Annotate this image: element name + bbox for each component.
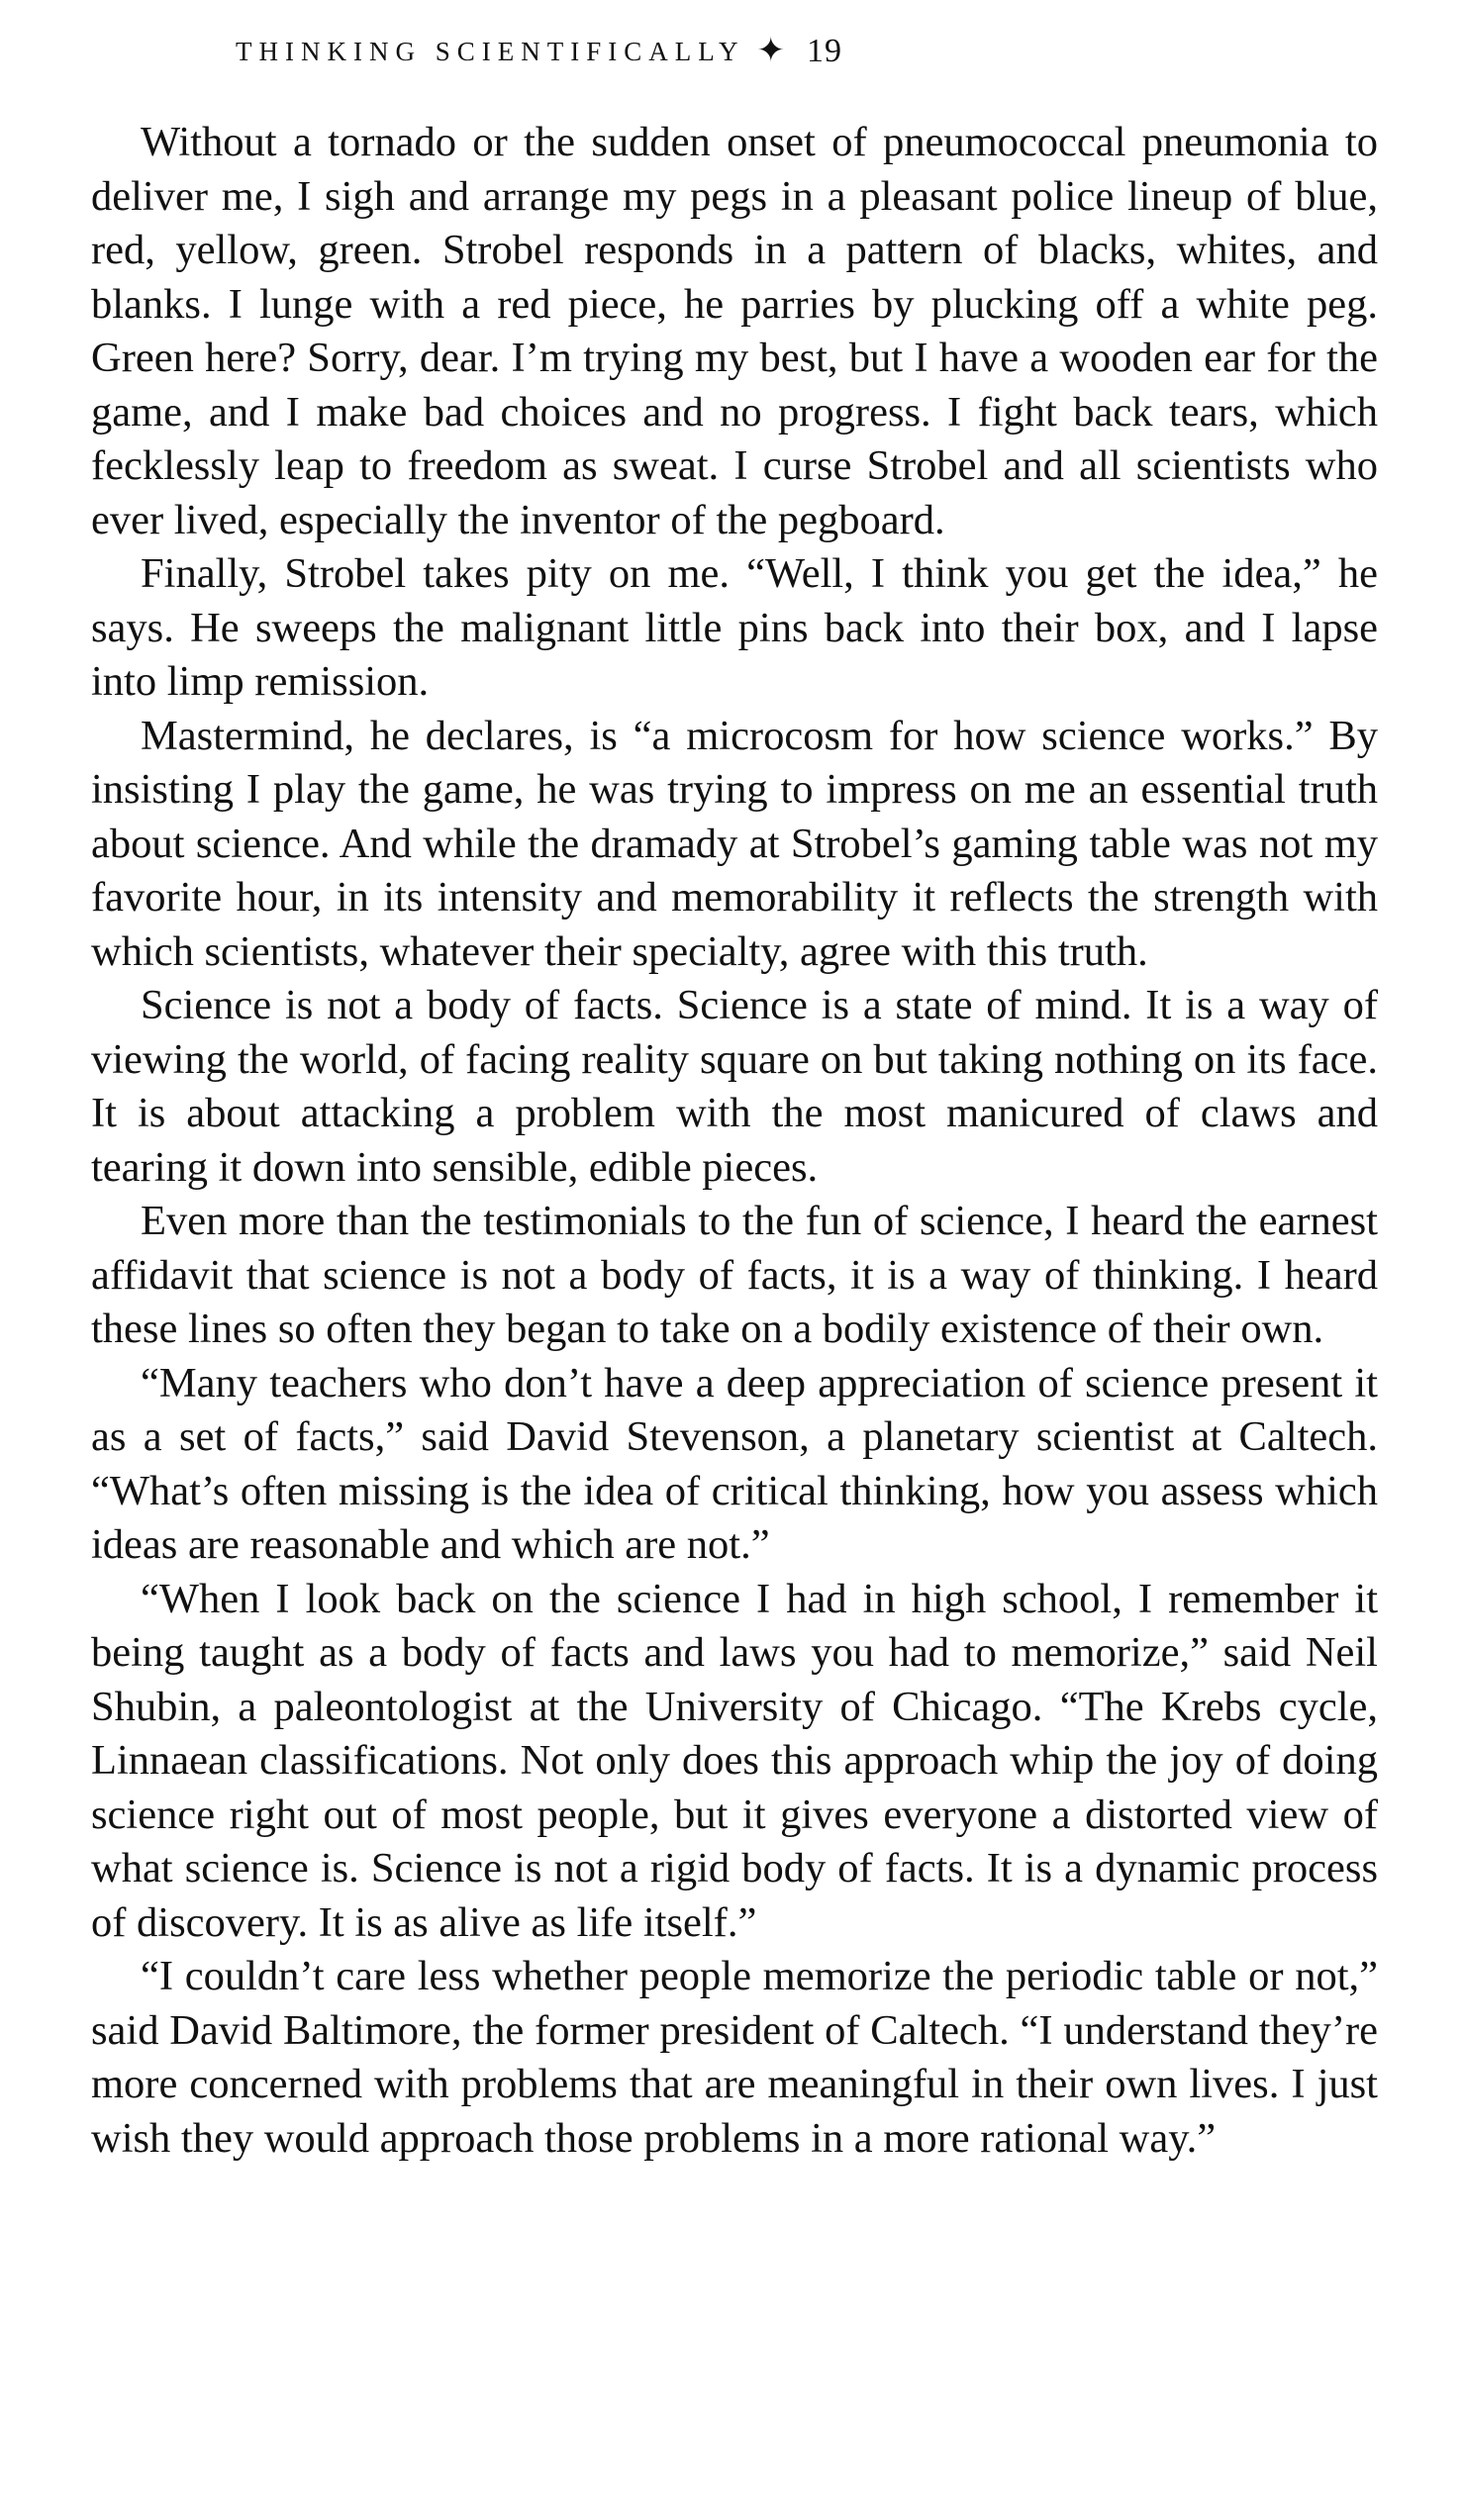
paragraph-8: “I couldn’t care less whether people memorize the periodic table or not,” said David Baltimore, the former president of Caltech. “I understand they’re more concerned with problems that are meaningful in their own lives. I just wish they would approach those problems in a more rational way.”: [91, 1953, 1378, 2162]
running-head: [236, 30, 1027, 73]
paragraph-3: Mastermind, he declares, is “a microcosm for how science works.” By insisting I play the game, he was trying to impress on me an essential truth about science. And while the dramady at Strobel’s gaming table was not my favorite hour, in its intensity and memorability it reflects the strength with which scientists, whatever their specialty, agree with this truth.: [91, 712, 1378, 975]
paragraph-7: “When I look back on the science I had in high school, I remember it being taught as a body of facts and laws you had to memorize,” said Neil Shubin, a paleontologist at the University of Chicago. “The Krebs cycle, Linnaean classifications. Not only does this approach whip the joy of doing science right out of most people, but it gives everyone a distorted view of what science is. Science is not a rigid body of facts. It is a dynamic process of discovery. It is as alive as life itself.”: [91, 1575, 1378, 1946]
page-number: 19: [807, 33, 843, 69]
running-title: THINKING SCIENTIFICALLY: [236, 36, 745, 66]
paragraph-6: “Many teachers who don’t have a deep appreciation of science present it as a set of facts,” said David Stevenson, a planetary scientist at Caltech. “What’s often missing is the idea of critical thinking, how you assess which ideas are reasonable and which are not.”: [91, 1359, 1378, 1568]
ornament-icon: ✦: [756, 33, 786, 69]
body-text: [91, 116, 1378, 2166]
paragraph-1: Without a tornado or the sudden onset of pneumococcal pneumonia to deliver me, I sigh and arrange my pegs in a pleasant police lineup of blue, red, yellow, green. Strobel responds in a pattern of blacks, whites, and blanks. I lunge with a red piece, he parries by plucking off a white peg. Green here? Sorry, dear. I’m trying my best, but I have a wooden ear for the game, and I make bad choices and no progress. I fight back tears, which fecklessly leap to freedom as sweat. I curse Strobel and all scientists who ever lived, especially the inventor of the pegboard.: [91, 119, 1378, 543]
paragraph-2: Finally, Strobel takes pity on me. “Well, I think you get the idea,” he says. He sweeps the malignant little pins back into their box, and I lapse into limp remission.: [91, 550, 1378, 705]
paragraph-5: Even more than the testimonials to the fun of science, I heard the earnest affidavit that science is not a body of facts, it is a way of thinking. I heard these lines so often they began to take on a bodily existence of their own.: [91, 1198, 1378, 1352]
paragraph-4: Science is not a body of facts. Science is a state of mind. It is a way of viewing the world, of facing reality square on but taking nothing on its face. It is about attacking a problem with the most manicured of claws and tearing it down into sensible, edible pieces.: [91, 982, 1378, 1191]
